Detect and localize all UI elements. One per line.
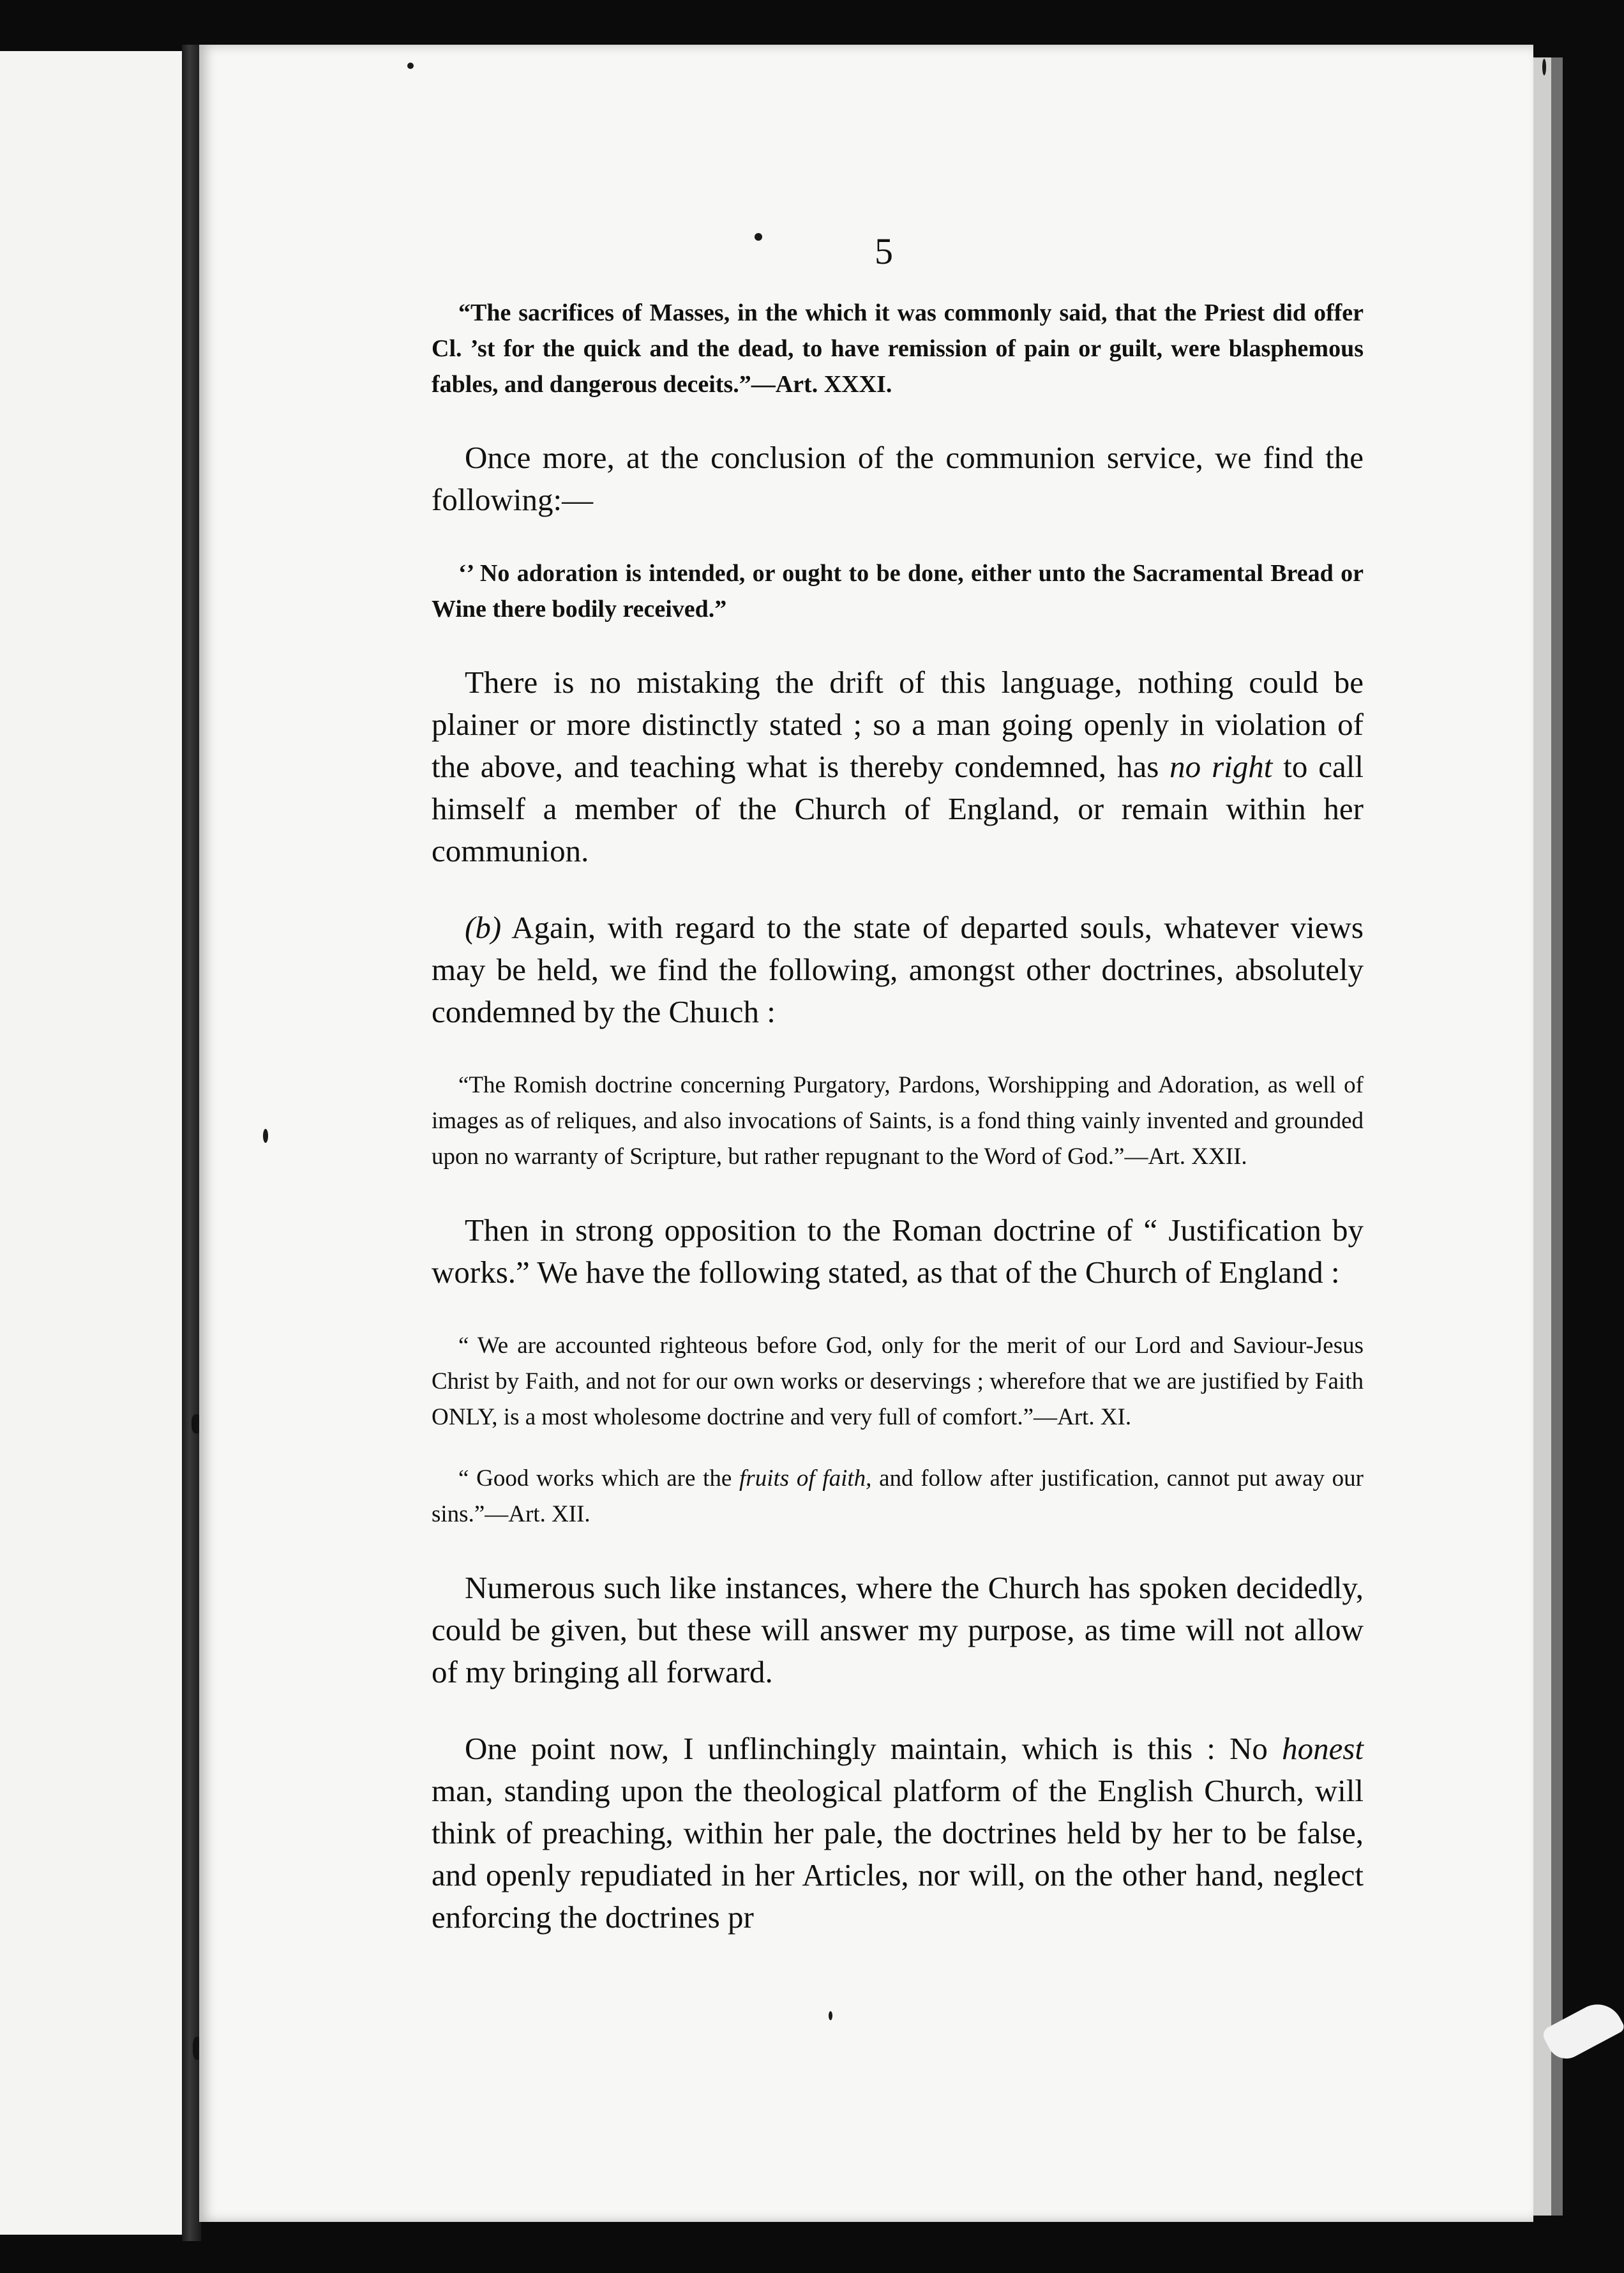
text-run: Again, with regard to the state of departed souls, whatever views may be held, we find the following, amongst other doctrines, absolutely condemned by the Chuıch : <box>432 910 1364 1029</box>
text-run: man, standing upon the theological platform of the English Church, will think of preaching, within her pale, the doctrines held by her to be false, and openly repudiated in her Articles, nor will, on the other hand, neglect enforcing the doctrines pr <box>432 1773 1364 1935</box>
quoted-article <box>432 555 1364 627</box>
ink-speck <box>829 2011 832 2020</box>
ink-speck <box>263 1129 268 1143</box>
paragraph-spacer <box>432 1532 1364 1567</box>
body-paragraph <box>432 907 1364 1033</box>
italic-text: no right <box>1169 749 1273 784</box>
paragraph-spacer <box>432 402 1364 437</box>
text-run: Once more, at the conclusion of the communion service, we find the following:— <box>432 440 1364 517</box>
ink-speck <box>407 63 414 69</box>
book-binding <box>182 45 201 2241</box>
left-page-margin <box>0 51 184 2235</box>
paragraph-spacer <box>432 1693 1364 1728</box>
paragraph-spacer <box>432 1175 1364 1209</box>
body-paragraph <box>432 1567 1364 1693</box>
text-run: “ We are accounted righteous before God, only for the merit of our Lord and Saviour-Jesus Christ by Faith, and not for our own works or deservings ; wherefore that we are justified by Faith ONLY, is a most wholesome doctrine and very full of comfort.”—Art. XI. <box>432 1333 1364 1430</box>
body-paragraph <box>432 1728 1364 1938</box>
quoted-article <box>432 1461 1364 1532</box>
paragraph-spacer <box>432 1294 1364 1328</box>
text-run: ‘’ No adoration is intended, or ought to be done, either unto the Sacramental Bread or Wine there bodily received.” <box>432 560 1364 623</box>
text-run: and follow after justification, cannot put away our sins.”—Art. XII. <box>432 1465 1364 1527</box>
text-run: Then in strong opposition to the Roman doctrine of “ Justification by works.” We have the following stated, as that of the Church of England : <box>432 1212 1364 1290</box>
body-paragraph <box>432 661 1364 872</box>
quoted-article <box>432 295 1364 402</box>
body-paragraph <box>432 1209 1364 1294</box>
text-run: “The sacrifices of Masses, in the which it was commonly said, that the Priest did offer Cl. ’st for the quick and the dead, to have remission of pain or guilt, were blasphemous fables, and dangerous deceits.”—Art. XXXI. <box>432 299 1364 398</box>
italic-text: fruits of faith, <box>739 1465 872 1491</box>
paragraph-spacer <box>432 1435 1364 1461</box>
text-run: “The Romish doctrine concerning Purgatory, Pardons, Worshipping and Adoration, as well of images as of reliques, and also invocations of Saints, is a fond thing vainly invented and grounded upon no warranty of Scripture, but rather repugnant to the Word of God.”—Art. XXII. <box>432 1072 1364 1170</box>
text-run: “ Good works which are the <box>458 1465 740 1491</box>
ink-speck <box>1542 59 1546 75</box>
quoted-article <box>432 1328 1364 1435</box>
text-run: One point now, I unflinchingly maintain, which is this : No <box>465 1731 1282 1766</box>
body-paragraph <box>432 437 1364 521</box>
text-run: Numerous such like instances, where the Church has spoken decidedly, could be given, but these will answer my purpose, as time will not allow of my bringing all forward. <box>432 1570 1364 1689</box>
quoted-article <box>432 1068 1364 1175</box>
text-run: There is no mistaking the drift of this language, nothing could be plainer or more distinctly stated ; so a man going openly in violation of the above, and teaching what is thereby condemned, has <box>432 665 1364 784</box>
ink-speck <box>755 233 762 241</box>
page-edge-shadow <box>1551 57 1563 2216</box>
paragraph-spacer <box>432 1033 1364 1068</box>
page-edge <box>1533 57 1551 2216</box>
page-text <box>432 295 1364 1938</box>
italic-text: (b) <box>465 910 502 945</box>
paragraph-spacer <box>432 872 1364 907</box>
page-number: 5 <box>875 230 893 272</box>
italic-text: honest <box>1282 1731 1364 1766</box>
paragraph-spacer <box>432 627 1364 661</box>
paragraph-spacer <box>432 521 1364 555</box>
text-run: to call himself a member of the Church of England, or remain within her communion. <box>432 749 1364 868</box>
